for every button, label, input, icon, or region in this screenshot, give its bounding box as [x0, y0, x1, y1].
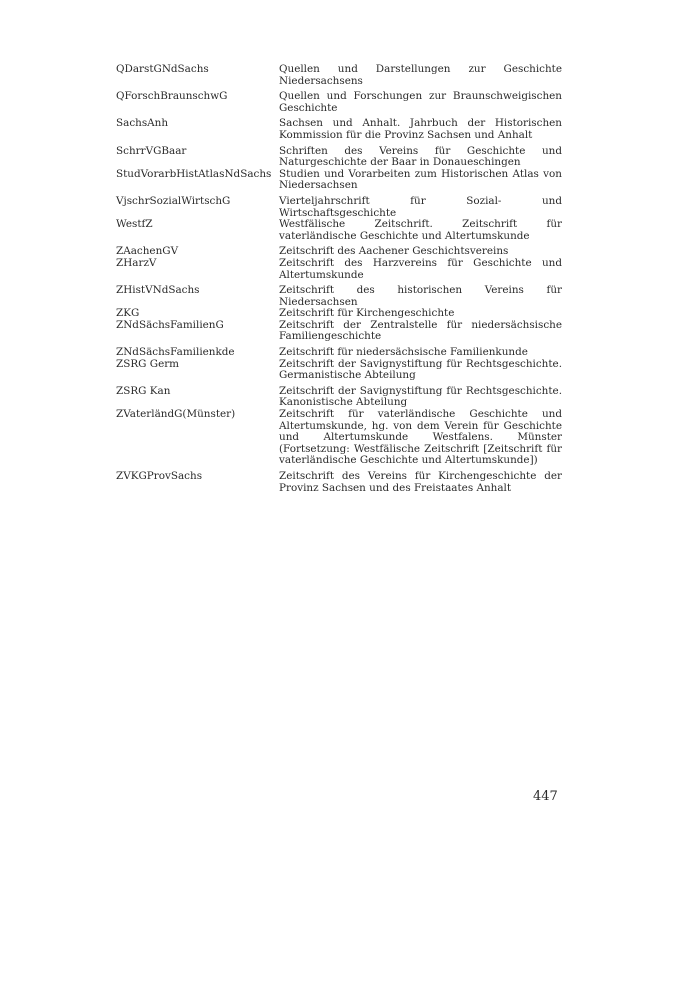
description: Zeitschrift des historischen Vereins für Niedersachsen: [279, 284, 562, 308]
description: Westfälische Zeitschrift. Zeitschrift für vaterländische Geschichte und Altertumskunde: [279, 218, 562, 242]
list-item: [116, 285, 562, 308]
abbreviation: StudVorarbHistAtlasNdSachs: [116, 167, 272, 180]
description: Schriften des Vereins für Geschichte und Naturgeschichte der Baar in Donaueschingen: [279, 144, 562, 169]
list-item: [116, 409, 562, 467]
description: Zeitschrift des Harzvereins für Geschichte und Altertumskunde: [279, 256, 562, 281]
list-item: [116, 196, 562, 219]
abbreviation: ZSRG Germ: [116, 357, 180, 370]
abbreviation: VjschrSozialWirtschG: [116, 194, 231, 207]
list-item: [116, 146, 562, 169]
list-item: [116, 219, 562, 242]
abbreviation: ZVaterländG(Münster): [116, 408, 236, 421]
description: Zeitschrift der Savignystiftung für Rechtsgeschichte. Kanonistische Abteilung: [279, 384, 562, 409]
description: Zeitschrift des Vereins für Kirchengeschichte der Provinz Sachsen und des Freistaates Anhalt: [279, 470, 562, 494]
list-item: [116, 471, 562, 494]
description: Vierteljahrschrift für Sozial- und Wirtschaftsgeschichte: [279, 194, 562, 219]
list-item: [116, 347, 562, 359]
description: Quellen und Darstellungen zur Geschichte Niedersachsens: [279, 63, 562, 87]
description: Quellen und Forschungen zur Braunschweigischen Geschichte: [279, 90, 562, 114]
abbreviation-list: [116, 64, 562, 494]
list-item: [116, 320, 562, 343]
abbreviation: QForschBraunschwG: [116, 90, 228, 103]
list-item: [116, 169, 562, 192]
list-item: [116, 258, 562, 281]
list-item: [116, 359, 562, 382]
abbreviation: ZHistVNdSachs: [116, 284, 200, 297]
abbreviation: ZVKGProvSachs: [116, 470, 203, 482]
list-item: [116, 64, 562, 87]
abbreviation: QDarstGNdSachs: [116, 63, 209, 75]
abbreviation: ZNdSächsFamilienG: [116, 318, 224, 331]
list-item: [116, 386, 562, 409]
description: Studien und Vorarbeiten zum Historischen Atlas von Niedersachsen: [279, 167, 562, 192]
description: Zeitschrift für niedersächsische Familienkunde: [279, 346, 528, 359]
abbreviation: ZNdSächsFamilienkde: [116, 346, 235, 359]
abbreviation: ZAachenGV: [116, 245, 179, 258]
abbreviation: ZKG: [116, 307, 140, 320]
list-item: [116, 91, 562, 114]
description: Zeitschrift der Zentralstelle für niedersächsische Familiengeschichte: [279, 318, 562, 343]
list-item: [116, 118, 562, 141]
description: Sachsen und Anhalt. Jahrbuch der Historischen Kommission für die Provinz Sachsen und Anhalt: [279, 117, 562, 141]
abbreviation: SchrrVGBaar: [116, 144, 187, 157]
description: Zeitschrift der Savignystiftung für Rechtsgeschichte. Germanistische Abteilung: [279, 357, 562, 382]
abbreviation: WestfZ: [116, 218, 153, 231]
abbreviation: ZSRG Kan: [116, 384, 171, 397]
abbreviation: ZHarzV: [116, 256, 157, 269]
description: Zeitschrift des Aachener Geschichtsvereins: [279, 245, 509, 258]
description: Zeitschrift für vaterländische Geschichte und Altertumskunde, hg. von dem Verein für Geschichte und Altertumskunde Westfalens. Münster (Fortsetzung: Westfälische Zeitschrift [Zeitschrift für vaterländische Geschichte und Altertumskunde]): [279, 408, 562, 467]
page-number: 447: [533, 789, 558, 804]
description: Zeitschrift für Kirchengeschichte: [279, 307, 455, 320]
abbreviation: SachsAnh: [116, 117, 169, 130]
